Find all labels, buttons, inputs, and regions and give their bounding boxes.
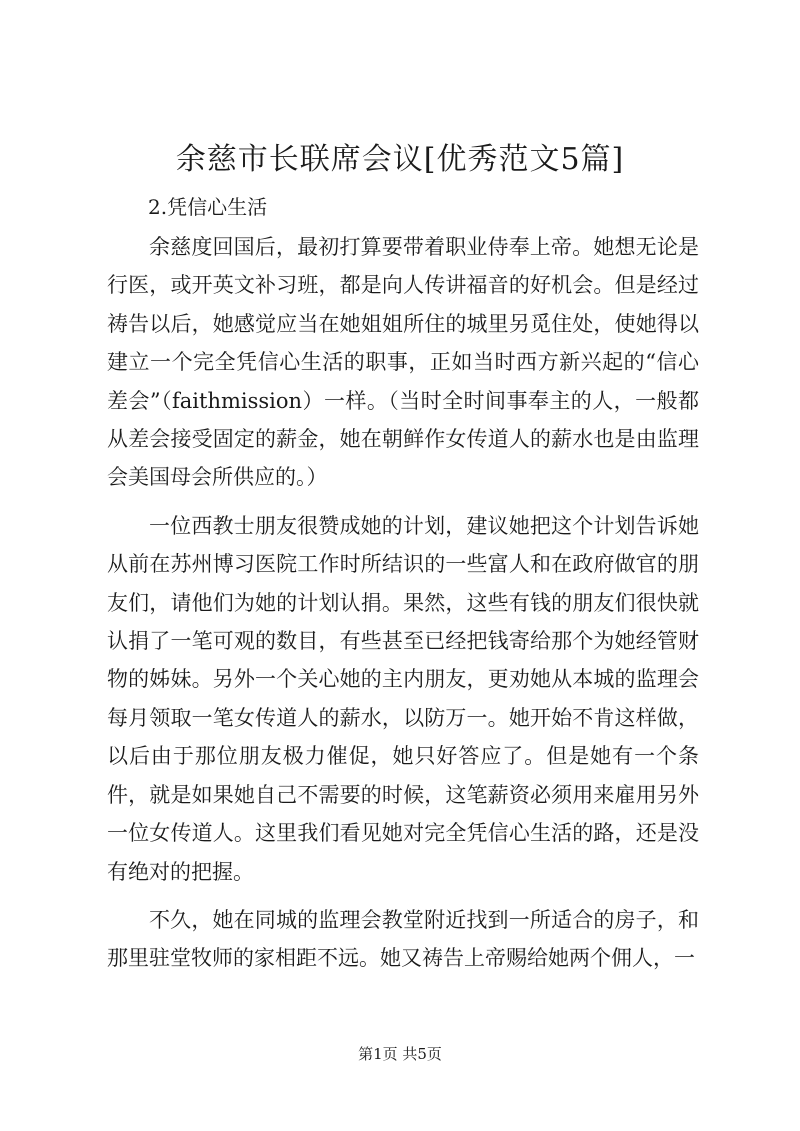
paragraph: 一位西教士朋友很赞成她的计划，建议她把这个计划告诉她从前在苏州博习医院工作时所结识的一些富人和在政府做官的朋友们，请他们为她的计划认捐。果然，这些有钱的朋友们很快就认捐了一笔可观的数目，有些甚至已经把钱寄给那个为她经管财物的姊妹。另外一个关心她的主内朋友，更劝她从本城的监理会每月领取一笔女传道人的薪水，以防万一。她开始不肯这样做，以后由于那位朋友极力催促，她只好答应了。但是她有一个条件，就是如果她自己不需要的时候，这笔薪资必须用来雇用另外一位女传道人。这里我们看见她对完全凭信心生活的路，还是没有绝对的把握。: [107, 513, 699, 884]
document-title: 余慈市长联席会议[优秀范文5篇]: [175, 142, 625, 177]
paragraph: 不久，她在同城的监理会教堂附近找到一所适合的房子，和那里驻堂牧师的家相距不远。她又祷告上帝赐给她两个佣人，一: [107, 907, 699, 971]
section-heading: 2.凭信心生活: [148, 195, 268, 219]
page-footer: 第1页 共5页: [358, 1045, 442, 1063]
document-body: [107, 228, 699, 988]
paragraph: 余慈度回国后，最初打算要带着职业侍奉上帝。她想无论是行医，或开英文补习班，都是向人传讲福音的好机会。但是经过祷告以后，她感觉应当在她姐姐所住的城里另觅住处，使她得以建立一个完全凭信心生活的职事，正如当时西方新兴起的“信心差会”（faithmission）一样。（当时全时间事奉主的人，一般都从差会接受固定的薪金，她在朝鲜作女传道人的薪水也是由监理会美国母会所供应的。）: [107, 235, 699, 490]
